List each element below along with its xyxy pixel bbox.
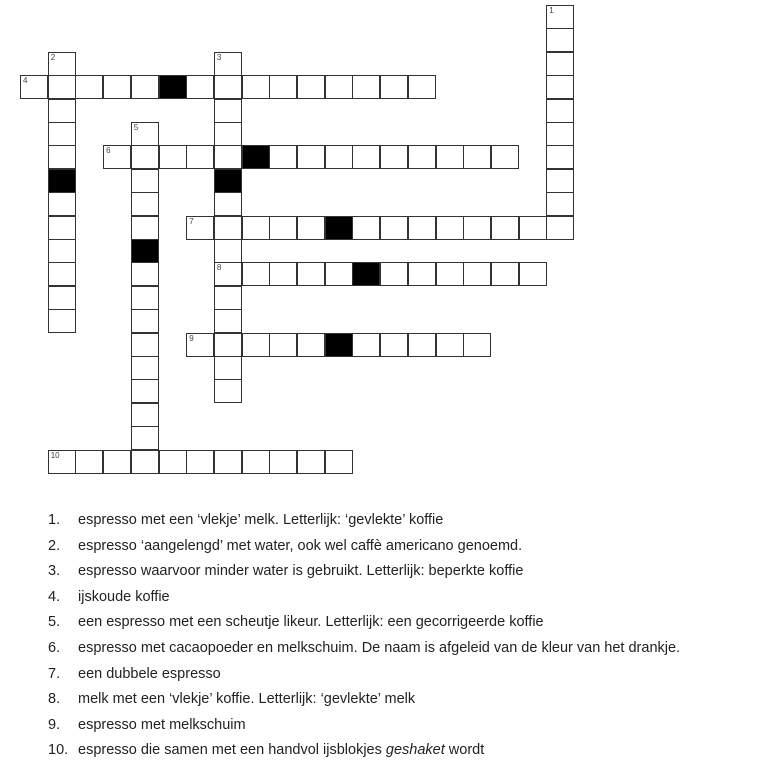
clue-text: melk met een ‘vlekje’ koffie. Letterlijk: ‘gevlekte’ melk [78, 691, 416, 708]
grid-cell[interactable] [214, 52, 242, 76]
grid-cell[interactable] [436, 333, 464, 357]
grid-cell[interactable] [131, 426, 159, 450]
grid-cell[interactable] [131, 286, 159, 310]
grid-cell[interactable] [408, 333, 436, 357]
grid-block-cell [214, 169, 242, 193]
grid-cell[interactable] [186, 145, 214, 169]
clue-item [0, 559, 762, 585]
clue-text: ijskoude koffie [78, 588, 170, 605]
clue-text [78, 738, 484, 764]
grid-cell[interactable] [297, 216, 325, 240]
grid-cell[interactable] [186, 450, 214, 474]
grid-cell[interactable] [380, 262, 408, 286]
grid-block-cell [159, 75, 187, 99]
clue-number: 8. [48, 691, 61, 708]
clue-number: 10. [48, 742, 69, 759]
clue-item [0, 687, 762, 713]
grid-block-cell [325, 216, 353, 240]
clue-list [0, 508, 762, 764]
grid-cell[interactable] [214, 333, 242, 357]
grid-cell[interactable] [408, 262, 436, 286]
grid-cell[interactable] [242, 333, 270, 357]
grid-cell[interactable] [463, 216, 491, 240]
grid-cell[interactable] [352, 216, 380, 240]
grid-cell[interactable] [214, 99, 242, 123]
grid-cell[interactable] [48, 99, 76, 123]
grid-cell[interactable] [214, 286, 242, 310]
clue-item [0, 610, 762, 636]
clue-number-label: 1 [549, 6, 554, 15]
grid-cell[interactable] [48, 309, 76, 333]
grid-cell[interactable] [131, 262, 159, 286]
grid-cell[interactable] [131, 403, 159, 427]
grid-cell[interactable] [48, 75, 76, 99]
grid-cell[interactable] [408, 145, 436, 169]
grid-cell[interactable] [75, 75, 103, 99]
grid-cell[interactable] [48, 239, 76, 263]
grid-cell[interactable] [214, 356, 242, 380]
grid-cell[interactable] [214, 379, 242, 403]
grid-cell[interactable] [491, 216, 519, 240]
grid-cell[interactable] [186, 333, 214, 357]
grid-block-cell [352, 262, 380, 286]
grid-cell[interactable] [48, 192, 76, 216]
grid-cell[interactable] [297, 450, 325, 474]
grid-cell[interactable] [463, 145, 491, 169]
grid-cell[interactable] [48, 286, 76, 310]
grid-cell[interactable] [214, 192, 242, 216]
grid-cell[interactable] [269, 262, 297, 286]
grid-cell[interactable] [48, 52, 76, 76]
clue-text: een espresso met een scheutje likeur. Letterlijk: een gecorrigeerde koffie [78, 614, 544, 631]
clue-text: espresso met cacaopoeder en melkschuim. De naam is afgeleid van de kleur van het drankje. [78, 639, 681, 656]
grid-cell[interactable] [352, 145, 380, 169]
grid-cell[interactable] [269, 75, 297, 99]
grid-cell[interactable] [269, 216, 297, 240]
grid-cell[interactable] [269, 450, 297, 474]
grid-cell[interactable] [269, 333, 297, 357]
grid-cell[interactable] [352, 75, 380, 99]
grid-cell[interactable] [297, 262, 325, 286]
grid-cell[interactable] [48, 450, 76, 474]
grid-cell[interactable] [186, 75, 214, 99]
grid-cell[interactable] [186, 216, 214, 240]
grid-cell[interactable] [546, 28, 574, 52]
clue-number-label: 10 [50, 450, 60, 460]
grid-cell[interactable] [325, 262, 353, 286]
grid-cell[interactable] [159, 145, 187, 169]
grid-cell[interactable] [325, 450, 353, 474]
clue-text-emphasis: geshaket [385, 742, 445, 759]
clue-number: 6. [48, 639, 61, 656]
clue-text-part: espresso die samen met een handvol ijsblokjes [78, 742, 386, 759]
grid-cell[interactable] [436, 216, 464, 240]
grid-cell[interactable] [546, 145, 574, 169]
clue-number-label: 3 [216, 52, 222, 62]
clue-item [0, 738, 762, 764]
grid-cell[interactable] [546, 216, 574, 240]
grid-cell[interactable] [214, 75, 242, 99]
grid-cell[interactable] [546, 169, 574, 193]
grid-cell[interactable] [103, 450, 131, 474]
clue-number-label: 2 [50, 52, 56, 62]
grid-cell[interactable] [20, 75, 48, 99]
grid-cell[interactable] [48, 262, 76, 286]
clue-item [0, 662, 762, 688]
clue-number: 9. [48, 716, 61, 733]
clue-number: 7. [48, 665, 61, 682]
clue-number-label: 8 [216, 263, 222, 273]
grid-cell[interactable] [48, 145, 76, 169]
grid-cell[interactable] [131, 356, 159, 380]
grid-cell[interactable] [380, 145, 408, 169]
grid-cell[interactable] [297, 333, 325, 357]
clue-number: 3. [48, 563, 61, 580]
grid-block-cell [325, 333, 353, 357]
grid-cell[interactable] [242, 450, 270, 474]
grid-cell[interactable] [214, 239, 242, 263]
grid-cell[interactable] [131, 309, 159, 333]
grid-cell[interactable] [242, 216, 270, 240]
clue-text: espresso met een ‘vlekje’ melk. Letterlijk: ‘gevlekte’ koffie [78, 512, 444, 528]
grid-cell[interactable] [297, 75, 325, 99]
grid-cell[interactable] [159, 450, 187, 474]
grid-cell[interactable] [546, 122, 574, 146]
grid-cell[interactable] [242, 75, 270, 99]
grid-cell[interactable] [380, 75, 408, 99]
grid-cell[interactable] [463, 333, 491, 357]
grid-cell[interactable] [131, 216, 159, 240]
grid-cell[interactable] [408, 216, 436, 240]
grid-cell[interactable] [546, 75, 574, 99]
grid-cell[interactable] [546, 5, 574, 29]
clue-number: 4. [48, 588, 61, 605]
grid-cell[interactable] [436, 262, 464, 286]
grid-cell[interactable] [519, 216, 547, 240]
clue-number: 5. [48, 614, 61, 631]
clue-item [0, 585, 762, 611]
grid-cell[interactable] [436, 145, 464, 169]
grid-cell[interactable] [297, 145, 325, 169]
grid-cell[interactable] [325, 145, 353, 169]
clue-number-label: 6 [106, 146, 111, 156]
grid-cell[interactable] [75, 450, 103, 474]
grid-cell[interactable] [352, 333, 380, 357]
grid-cell[interactable] [269, 145, 297, 169]
grid-cell[interactable] [546, 192, 574, 216]
grid-cell[interactable] [131, 75, 159, 99]
grid-cell[interactable] [546, 52, 574, 76]
grid-cell[interactable] [48, 216, 76, 240]
grid-cell[interactable] [103, 75, 131, 99]
clue-text: espresso ‘aangelengd’ met water, ook wel caffè americano genoemd. [78, 537, 523, 554]
clue-number: 2. [48, 537, 61, 554]
grid-cell[interactable] [325, 75, 353, 99]
grid-cell[interactable] [408, 75, 436, 99]
grid-cell[interactable] [546, 99, 574, 123]
grid-block-cell [131, 239, 159, 263]
grid-cell[interactable] [131, 192, 159, 216]
clue-number-label: 9 [189, 333, 194, 343]
clue-item [0, 534, 762, 560]
clue-item [0, 636, 762, 662]
grid-cell[interactable] [214, 262, 242, 286]
grid-cell[interactable] [214, 450, 242, 474]
grid-cell[interactable] [131, 122, 159, 146]
clue-text: espresso met melkschuim [78, 716, 246, 733]
grid-cell[interactable] [131, 333, 159, 357]
clue-number-label: 7 [189, 216, 194, 226]
clue-number-label: 5 [133, 123, 139, 132]
grid-cell[interactable] [214, 216, 242, 240]
clue-item [0, 713, 762, 739]
clue-item [0, 508, 762, 534]
grid-cell[interactable] [131, 450, 159, 474]
clue-text: espresso waarvoor minder water is gebruikt. Letterlijk: beperkte koffie [78, 563, 524, 580]
grid-cell[interactable] [214, 309, 242, 333]
grid-cell[interactable] [380, 333, 408, 357]
grid-cell[interactable] [519, 262, 547, 286]
grid-cell[interactable] [214, 122, 242, 146]
grid-cell[interactable] [491, 262, 519, 286]
grid-cell[interactable] [463, 262, 491, 286]
grid-cell[interactable] [214, 145, 242, 169]
clue-number-label: 4 [23, 76, 28, 86]
grid-cell[interactable] [103, 145, 131, 169]
grid-block-cell [242, 145, 270, 169]
grid-cell[interactable] [131, 169, 159, 193]
clue-number: 1. [48, 512, 61, 528]
clue-text: een dubbele espresso [78, 665, 221, 682]
grid-cell[interactable] [131, 145, 159, 169]
grid-cell[interactable] [131, 379, 159, 403]
grid-cell[interactable] [491, 145, 519, 169]
grid-cell[interactable] [48, 122, 76, 146]
grid-cell[interactable] [380, 216, 408, 240]
grid-cell[interactable] [242, 262, 270, 286]
grid-block-cell [48, 169, 76, 193]
clue-text-part: wordt [444, 742, 485, 759]
